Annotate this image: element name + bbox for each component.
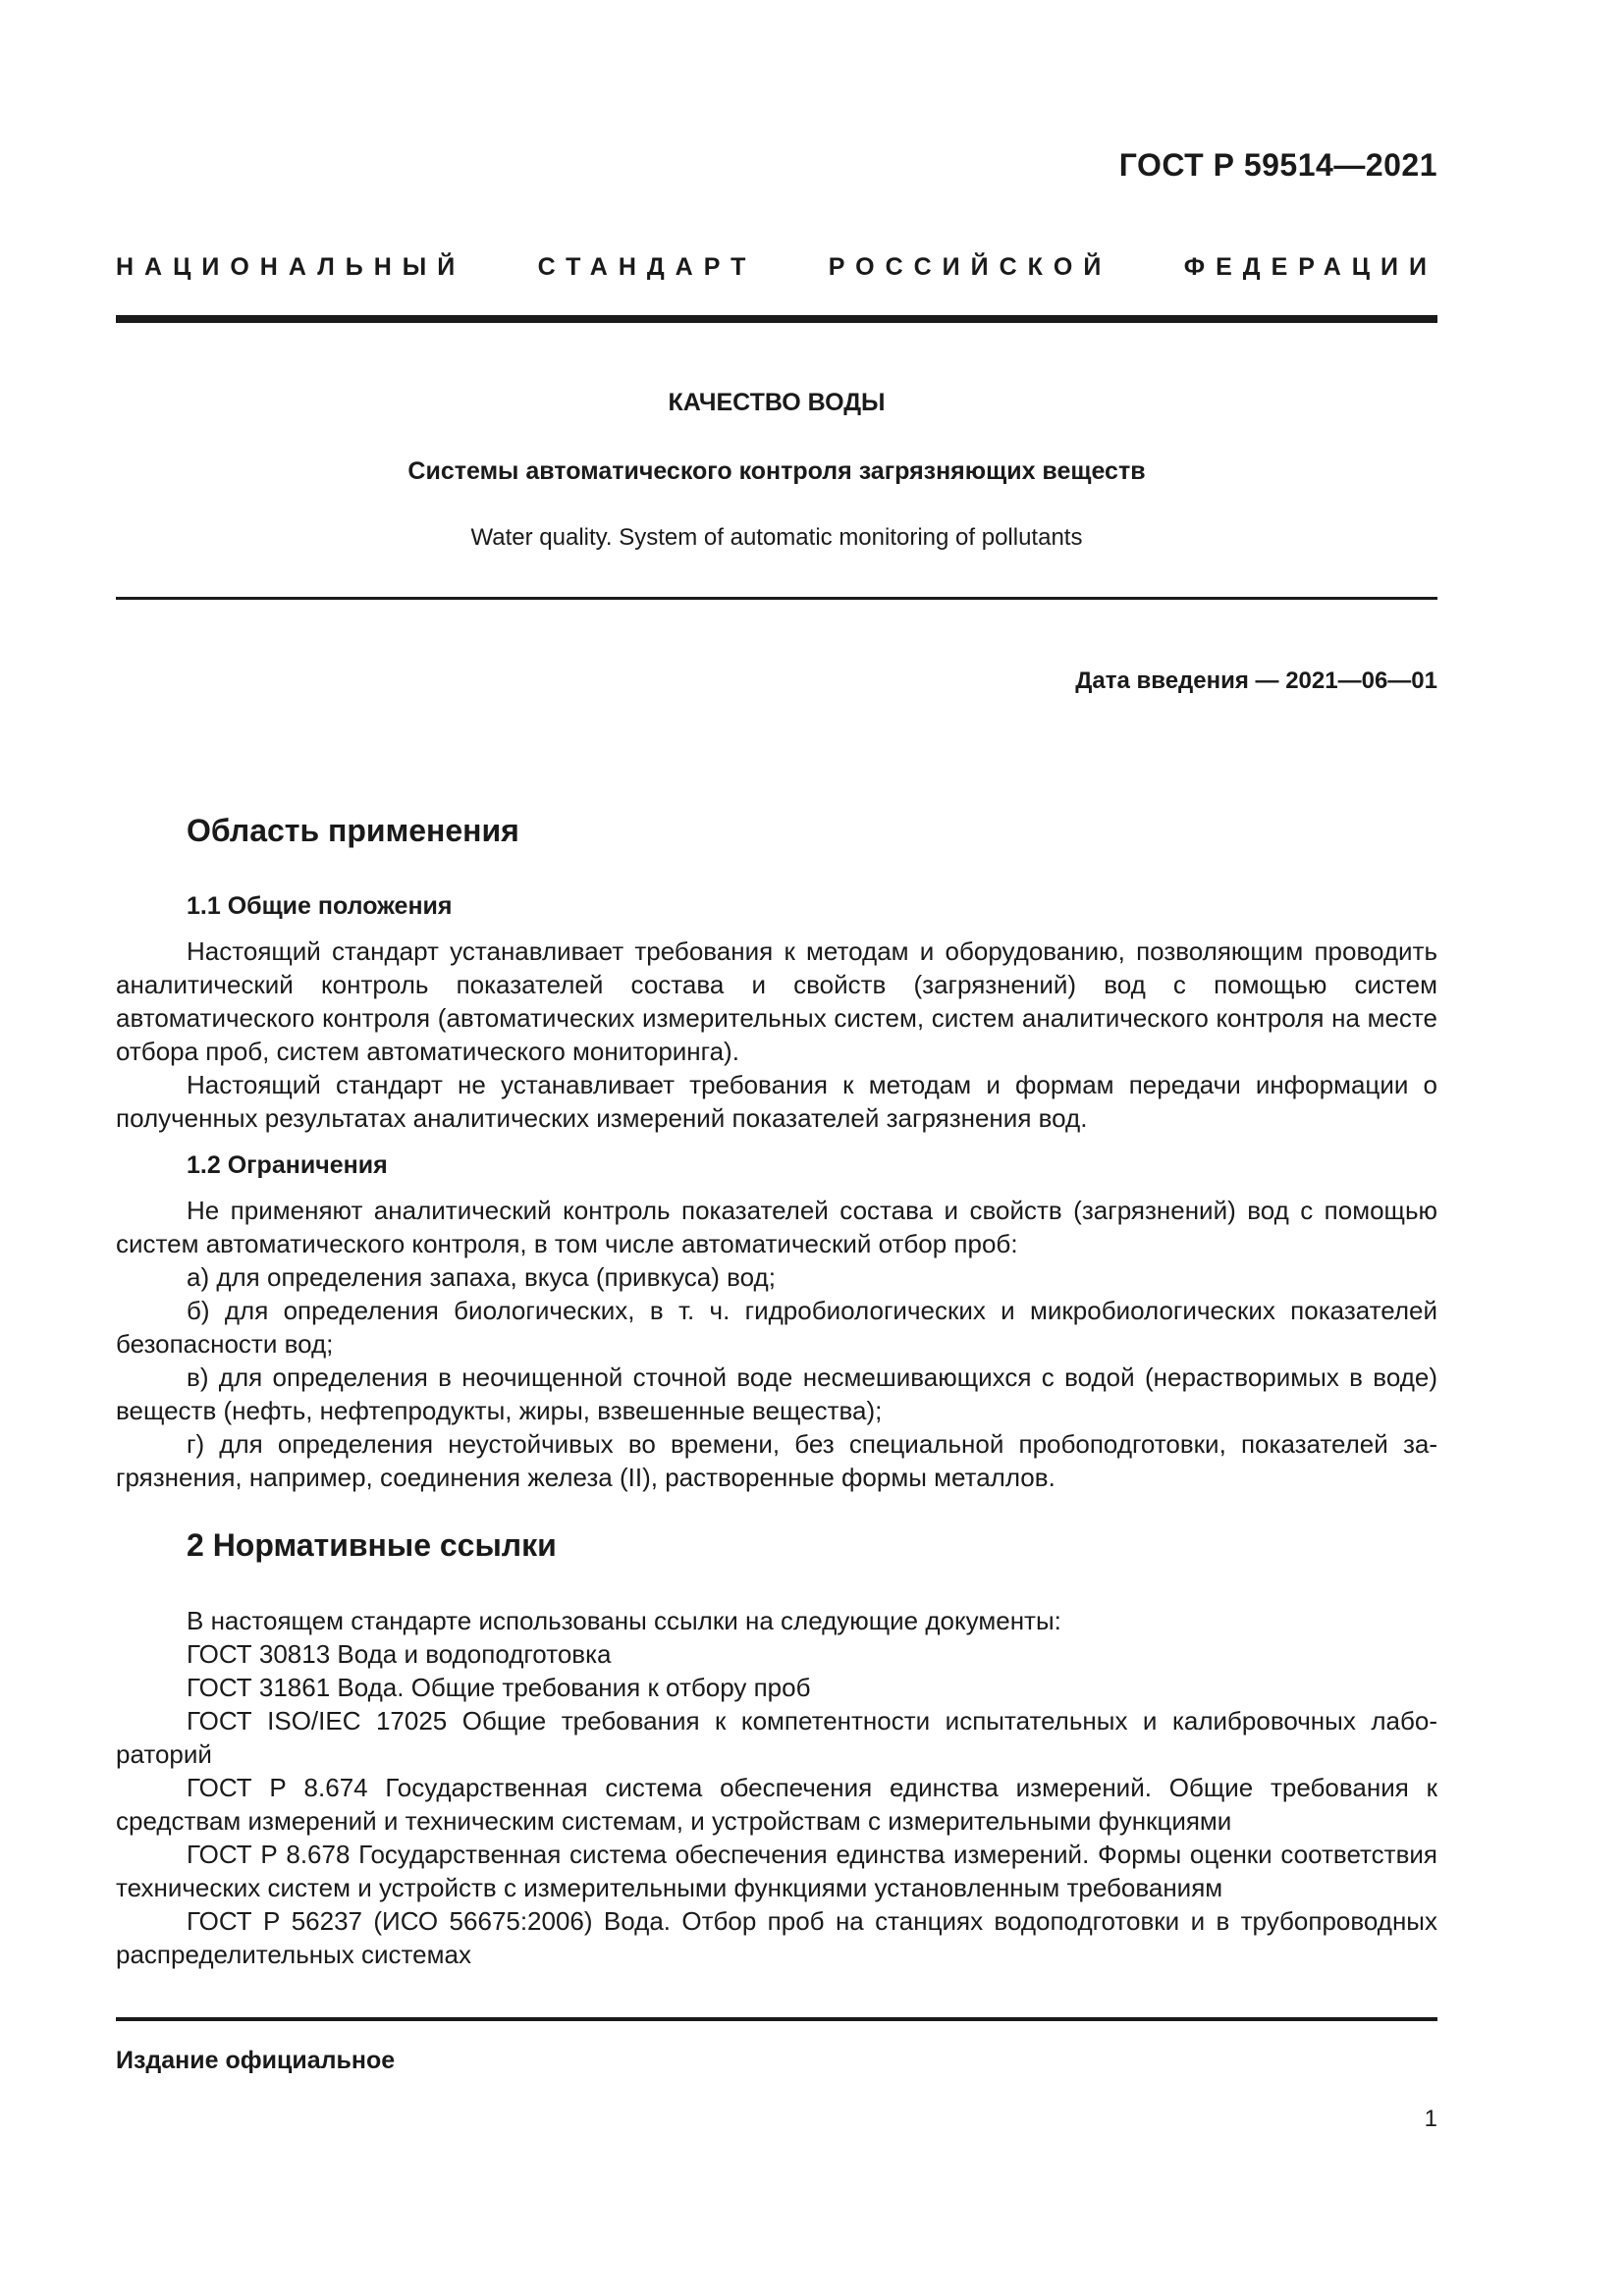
reference-item: ГОСТ Р 8.674 Государственная система обеспечения единства измерений. Общие требования к средствам измерений и техническим системам, и устройствам с измерительными функциями	[116, 1773, 1437, 1836]
standard-banner: НАЦИОНАЛЬНЫЙ СТАНДАРТ РОССИЙСКОЙ ФЕДЕРАЦИИ	[116, 253, 1437, 281]
document-subtitle: Системы автоматического контроля загрязняющих веществ	[407, 457, 1146, 485]
list-item: г) для определения неустойчивых во времени, без специальной пробоподготовки, показателей загрязнения, например, соединения железа (II), растворенные формы металлов.	[116, 1429, 1437, 1492]
reference-item: ГОСТ Р 56237 (ИСО 56675:2006) Вода. Отбор проб на станциях водоподготовки и в трубопроводных распределительных системах	[116, 1906, 1437, 1969]
document-number: ГОСТ Р 59514—2021	[1118, 147, 1437, 183]
paragraph: Настоящий стандарт не устанавливает требования к методам и формам передачи информации о полученных результатах аналитических измерений показателей загрязнения вод.	[116, 1070, 1437, 1133]
page-number: 1	[1424, 2106, 1437, 2132]
section-heading-references: 2 Нормативные ссылки	[187, 1527, 557, 1563]
english-title: Water quality. System of automatic monitoring of pollutants	[470, 524, 1083, 551]
header-rule	[116, 315, 1437, 323]
subsection-heading-general: 1.1 Общие положения	[187, 892, 453, 920]
list-item: б) для определения биологических, в т. ч. гидробиологических и микробиологических показателей безопасности вод;	[116, 1296, 1437, 1359]
paragraph: Настоящий стандарт устанавливает требования к методам и оборудованию, позволяющим проводить аналитический контроль показателей состава и свойств (загрязнений) вод с помощью систем автоматического контроля (автоматических измерительных систем, систем аналитического контроля на месте отбора проб, систем автоматического мониторинга).	[116, 936, 1437, 1066]
document-title: КАЧЕСТВО ВОДЫ	[668, 389, 886, 416]
paragraph: Не применяют аналитический контроль показателей состава и свойств (загрязнений) вод с помощью систем автоматического контроля, в том числе автоматический отбор проб:	[116, 1196, 1437, 1258]
list-item: а) для определения запаха, вкуса (привкуса) вод;	[187, 1262, 776, 1292]
footer-rule	[116, 2017, 1437, 2021]
title-rule	[116, 597, 1437, 600]
document-body	[116, 811, 1437, 1971]
reference-item: ГОСТ ISO/IEC 17025 Общие требования к компетентности испытательных и калибровочных лабораторий	[116, 1706, 1437, 1769]
section-heading-scope: Область применения	[187, 813, 519, 848]
reference-item: ГОСТ Р 8.678 Государственная система обеспечения единства измерений. Формы оценки соответствия технических систем и устройств с измерительными функциями установленным требованиям	[116, 1840, 1437, 1902]
introduction-date: Дата введения — 2021—06—01	[1075, 667, 1437, 694]
reference-item: ГОСТ 31861 Вода. Общие требования к отбору проб	[187, 1673, 811, 1702]
paragraph: В настоящем стандарте использованы ссылки на следующие документы:	[187, 1606, 1061, 1635]
edition-label: Издание официальное	[116, 2047, 396, 2074]
reference-item: ГОСТ 30813 Вода и водоподготовка	[187, 1639, 612, 1669]
title-block	[116, 389, 1437, 552]
subsection-heading-limitations: 1.2 Ограничения	[187, 1151, 388, 1179]
list-item: в) для определения в неочищенной сточной воде несмешивающихся с водой (нерастворимых в воде) веществ (нефть, нефтепродукты, жиры, взвешенные вещества);	[116, 1362, 1437, 1425]
